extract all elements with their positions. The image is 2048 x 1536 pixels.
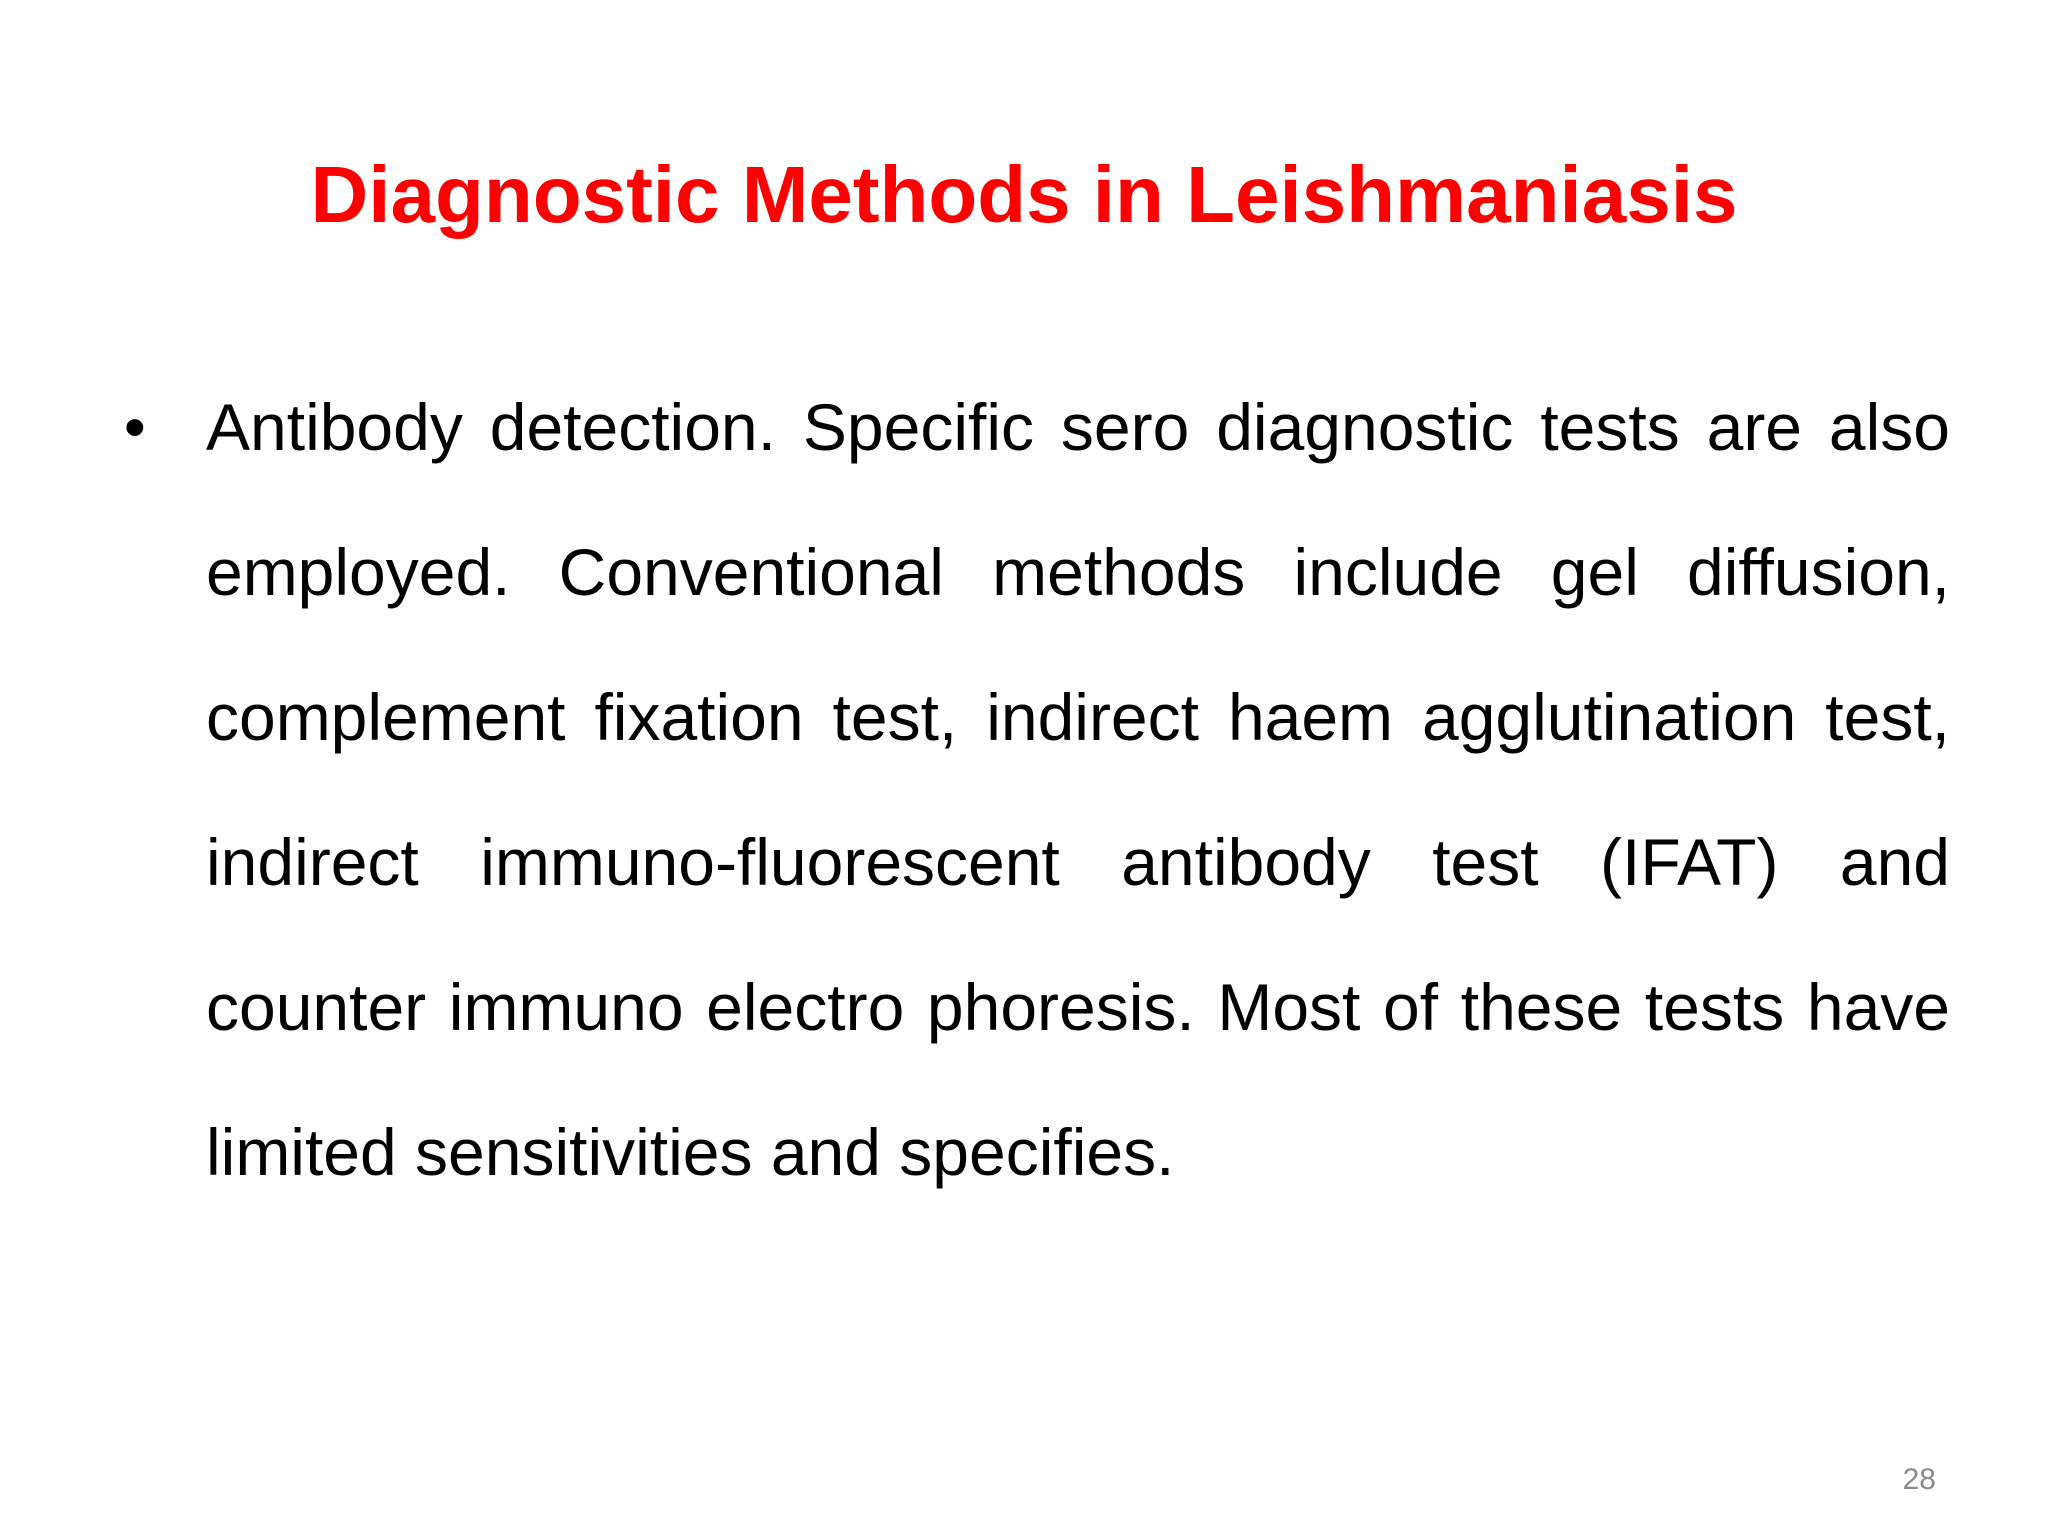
bullet-text: Antibody detection. Specific sero diagnostic tests are also employed. Conventional methods include gel diffusion, complement fixation test, indirect haem agglutination test, indirect immuno-fluorescent antibody test (IFAT) and counter immuno electro phoresis. Most of these tests have limited sensitivities and specifies. bbox=[206, 390, 1950, 1189]
bullet-marker: • bbox=[124, 393, 146, 462]
page-number: 28 bbox=[1902, 1463, 1936, 1496]
slide-title: Diagnostic Methods in Leishmaniasis bbox=[310, 150, 1738, 239]
